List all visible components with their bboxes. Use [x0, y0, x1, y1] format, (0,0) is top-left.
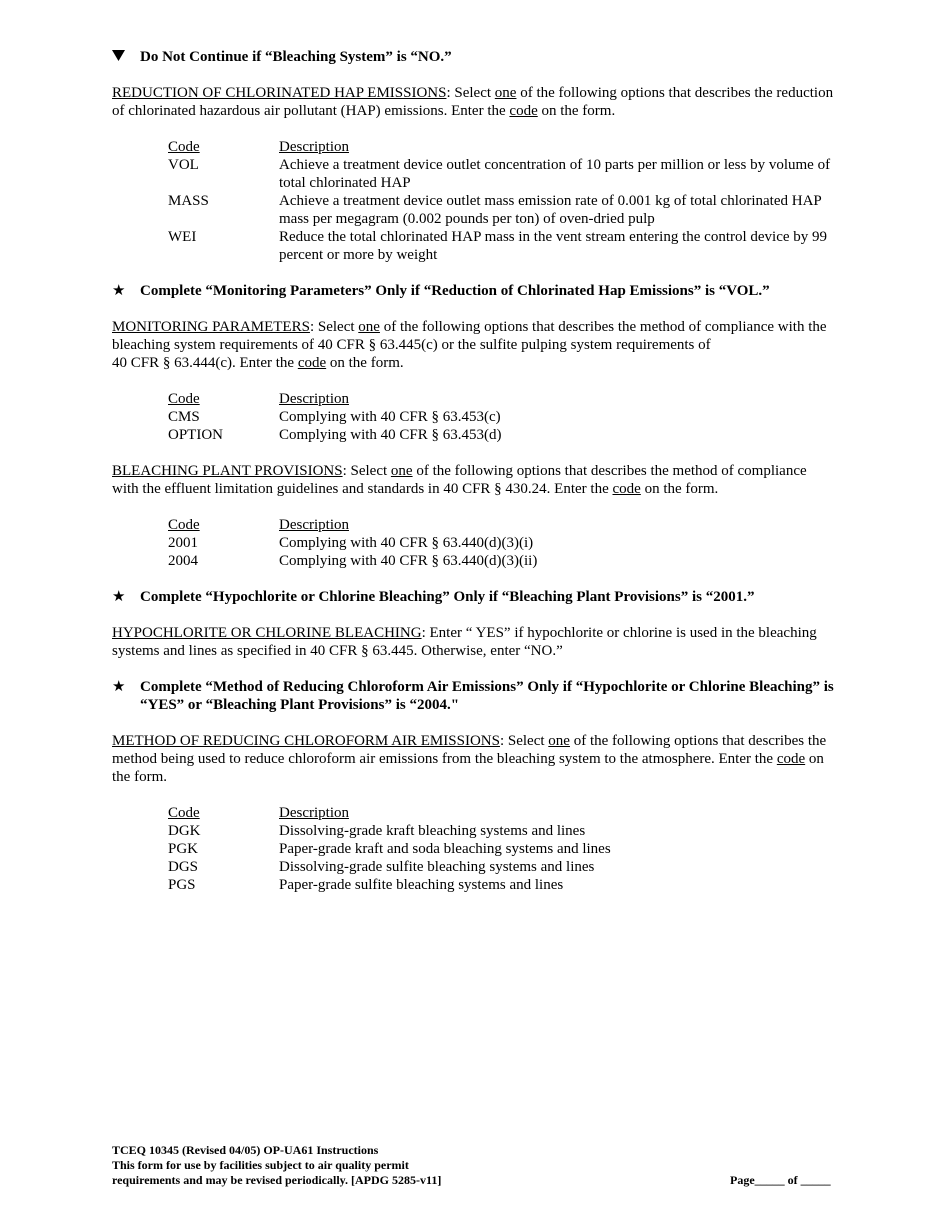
hypochlorite-note: ★ Complete “Hypochlorite or Chlorine Bleaching” Only if “Bleaching Plant Provisions” is “2001.”	[112, 589, 755, 605]
document-body	[112, 48, 836, 894]
table-row	[168, 840, 836, 858]
table-row	[168, 534, 836, 552]
stop-instruction	[112, 48, 836, 66]
code-cell: PGK	[168, 841, 199, 857]
table-header	[168, 804, 836, 822]
code-cell: DGK	[168, 823, 201, 839]
code-cell: 2004	[168, 553, 198, 569]
description-header: Description	[279, 139, 349, 155]
description-cell: Complying with 40 CFR § 63.440(d)(3)(i)	[279, 535, 534, 551]
description-cell: Reduce the total chlorinated HAP mass in the vent stream entering the control device by 99 percent or more by weight	[279, 229, 828, 263]
code-cell: MASS	[168, 193, 209, 209]
code-cell: DGS	[168, 859, 199, 875]
monitoring-parameters-note: ★ Complete “Monitoring Parameters” Only if “Reduction of Chlorinated Hap Emissions” is “VOL.”	[112, 283, 770, 299]
chloroform-method-note: ★ Complete “Method of Reducing Chloroform Air Emissions” Only if “Hypochlorite or Chlorine Bleaching” is “YES” or “Bleaching Plant Provisions” is “2004."	[112, 679, 834, 713]
monitoring-parameters-paragraph: MONITORING PARAMETERS: Select one of the following options that describes the method of compliance with the bleaching system requirements of 40 CFR § 63.445(c) or the sulfite pulping system requirements of 40 CFR § 63.444(c). Enter the code on the form.	[112, 319, 827, 371]
bleaching-plant-paragraph: BLEACHING PLANT PROVISIONS: Select one of the following options that describes the method of compliance with the effluent limitation guidelines and standards in 40 CFR § 430.24. Enter the code on the form.	[112, 463, 807, 497]
footer-revision-note: requirements and may be revised periodically. [APDG 5285-v11]	[112, 1173, 442, 1187]
footer-usage-note: This form for use by facilities subject to air quality permit	[112, 1158, 409, 1172]
description-cell: Paper-grade kraft and soda bleaching systems and lines	[279, 841, 611, 857]
description-cell: Achieve a treatment device outlet mass emission rate of 0.001 kg of total chlorinated HAP mass per megagram (0.002 pounds per ton) of oven-dried pulp	[279, 193, 822, 227]
description-cell: Dissolving-grade kraft bleaching systems and lines	[279, 823, 586, 839]
description-cell: Complying with 40 CFR § 63.440(d)(3)(ii)	[279, 553, 538, 569]
chloroform-method-heading: METHOD OF REDUCING CHLOROFORM AIR EMISSIONS	[112, 733, 500, 749]
table-row	[168, 858, 836, 876]
table-row	[168, 228, 836, 264]
table-row	[168, 876, 836, 894]
chlorinated-hap-heading: REDUCTION OF CHLORINATED HAP EMISSIONS	[112, 85, 447, 101]
chlorinated-hap-paragraph: REDUCTION OF CHLORINATED HAP EMISSIONS: Select one of the following options that describes the reduction of chlorinated hazardous air pollutant (HAP) emissions. Enter the code on the form.	[112, 85, 834, 119]
bleaching-plant-heading: BLEACHING PLANT PROVISIONS	[112, 463, 343, 479]
code-cell: 2001	[168, 535, 198, 551]
code-header: Code	[168, 139, 200, 155]
monitoring-parameters-code-table	[168, 390, 836, 444]
table-header	[168, 516, 836, 534]
star-icon: ★	[112, 283, 126, 299]
page-number: Page_____ of _____	[730, 1173, 831, 1187]
description-header: Description	[279, 805, 349, 821]
description-header: Description	[279, 517, 349, 533]
chlorinated-hap-code-table	[168, 138, 836, 264]
code-cell: WEI	[168, 229, 197, 245]
code-header: Code	[168, 517, 200, 533]
table-header	[168, 390, 836, 408]
table-row	[168, 408, 836, 426]
description-header: Description	[279, 391, 349, 407]
chloroform-method-code-table	[168, 804, 836, 894]
code-cell: CMS	[168, 409, 200, 425]
code-cell: OPTION	[168, 427, 223, 443]
code-cell: VOL	[168, 157, 199, 173]
description-cell: Achieve a treatment device outlet concentration of 10 parts per million or less by volume of total chlorinated HAP	[279, 157, 831, 191]
code-cell: PGS	[168, 877, 196, 893]
star-icon: ★	[112, 679, 126, 695]
table-row	[168, 822, 836, 840]
bleaching-plant-code-table	[168, 516, 836, 570]
triangle-down-icon	[112, 48, 132, 66]
stop-instruction-text: Do Not Continue if “Bleaching System” is “NO.”	[140, 49, 452, 65]
description-cell: Complying with 40 CFR § 63.453(d)	[279, 427, 502, 443]
description-cell: Dissolving-grade sulfite bleaching systems and lines	[279, 859, 595, 875]
code-header: Code	[168, 805, 200, 821]
code-header: Code	[168, 391, 200, 407]
footer	[112, 1143, 441, 1188]
table-row	[168, 156, 836, 192]
footer-form-id: TCEQ 10345 (Revised 04/05) OP-UA61 Instructions	[112, 1143, 379, 1157]
monitoring-parameters-heading: MONITORING PARAMETERS	[112, 319, 310, 335]
table-row	[168, 192, 836, 228]
star-icon: ★	[112, 589, 126, 605]
description-cell: Paper-grade sulfite bleaching systems and lines	[279, 877, 564, 893]
table-header	[168, 138, 836, 156]
description-cell: Complying with 40 CFR § 63.453(c)	[279, 409, 501, 425]
table-row	[168, 426, 836, 444]
hypochlorite-heading: HYPOCHLORITE OR CHLORINE BLEACHING	[112, 625, 422, 641]
hypochlorite-paragraph: HYPOCHLORITE OR CHLORINE BLEACHING: Enter “ YES” if hypochlorite or chlorine is used in the bleaching systems and lines as specified in 40 CFR § 63.445. Otherwise, enter “NO.”	[112, 625, 817, 659]
table-row	[168, 552, 836, 570]
chloroform-method-paragraph: METHOD OF REDUCING CHLOROFORM AIR EMISSIONS: Select one of the following options that describes the method being used to reduce chloroform air emissions from the bleaching system to the atmosphere. Enter the code on the form.	[112, 733, 827, 785]
